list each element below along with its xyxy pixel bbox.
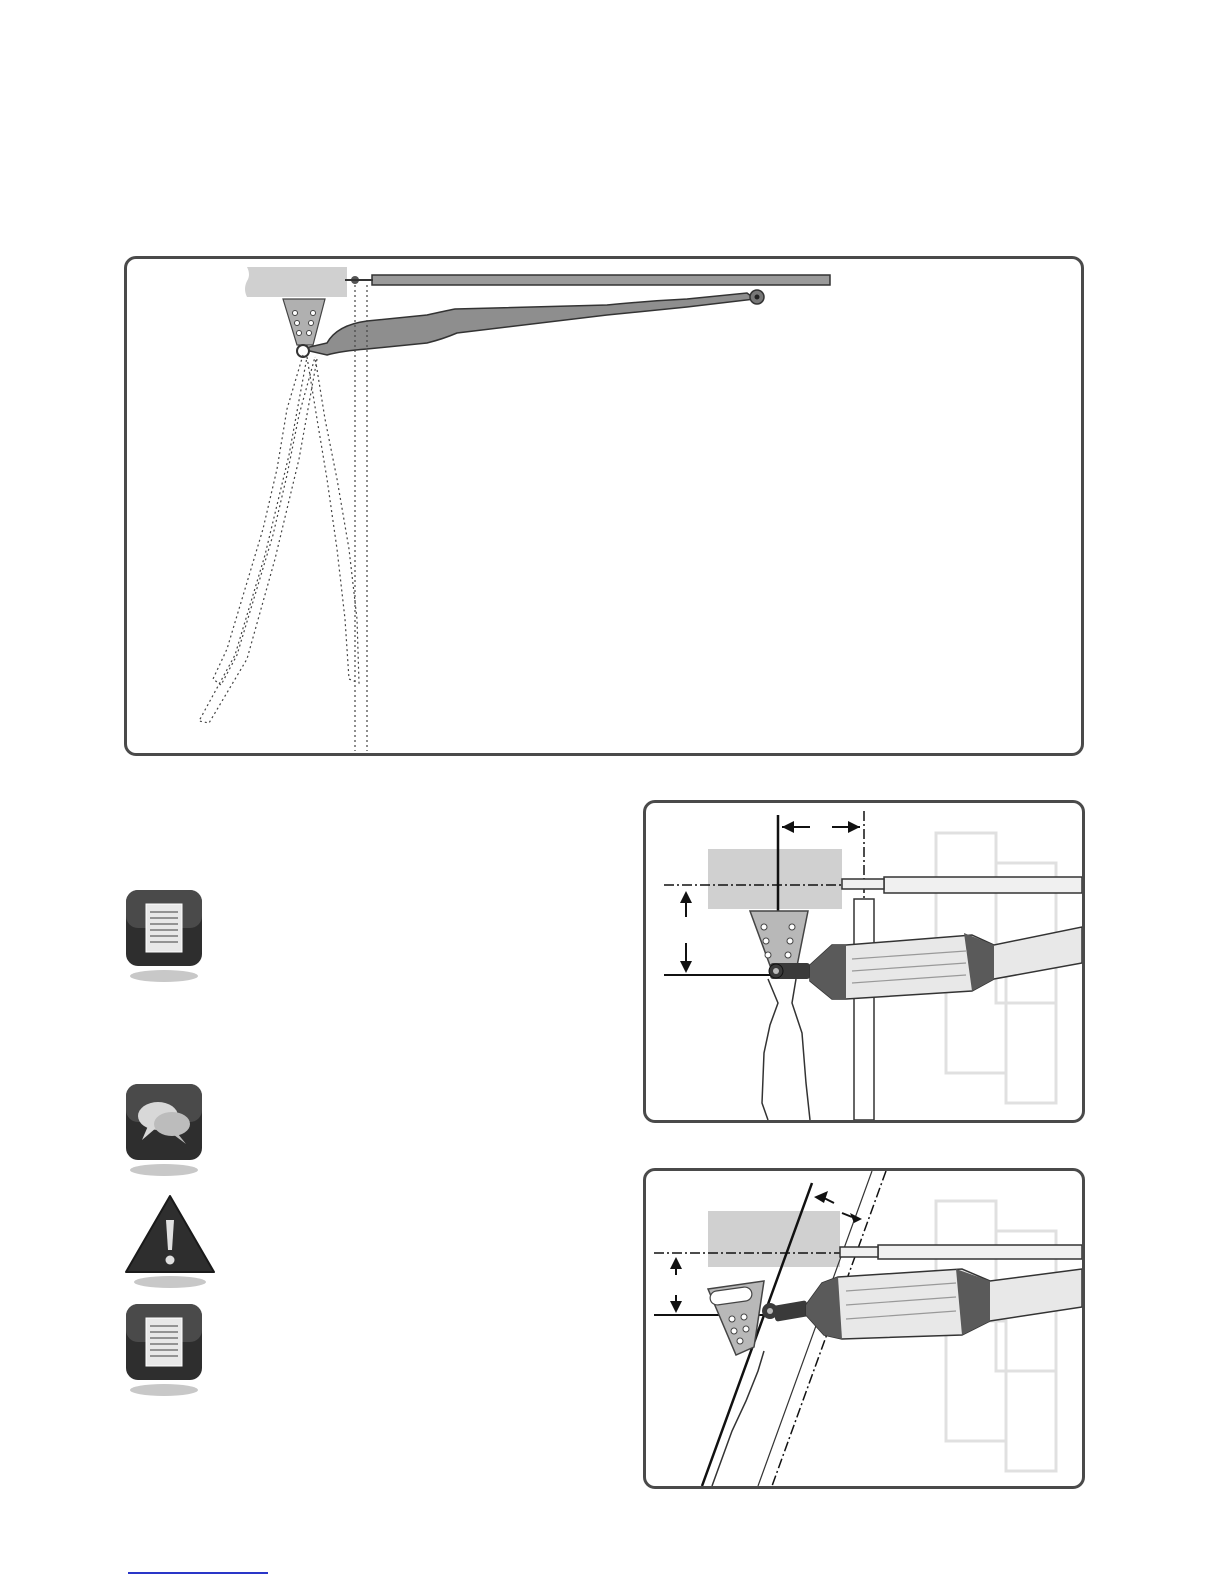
wall-bracket xyxy=(283,299,325,345)
warning-icon xyxy=(122,1192,218,1292)
main-diagram-panel xyxy=(124,256,1084,756)
ghost-positions xyxy=(199,285,367,751)
main-diagram xyxy=(127,259,1081,753)
gate-leaf xyxy=(712,1351,764,1486)
detail-panel-b xyxy=(643,1168,1085,1489)
note-icon xyxy=(124,888,206,988)
wall-block xyxy=(245,267,347,297)
operator-body xyxy=(806,1269,1082,1339)
gate-rail xyxy=(884,877,1082,893)
wall-bracket xyxy=(750,911,808,971)
gate-rail xyxy=(878,1245,1082,1259)
gate-post xyxy=(854,899,874,1120)
detail-diagram-b xyxy=(646,1171,1082,1486)
gate-rail xyxy=(372,275,830,285)
wall-block xyxy=(708,849,842,909)
footer-link-underline[interactable] xyxy=(128,1572,268,1574)
detail-panel-a xyxy=(643,800,1085,1123)
wall-block xyxy=(708,1211,840,1267)
comment-icon xyxy=(124,1082,206,1182)
detail-diagram-a xyxy=(646,803,1082,1120)
operator-arm xyxy=(301,293,755,355)
note-icon xyxy=(124,1302,206,1402)
gate-leaf xyxy=(762,979,810,1120)
operator-body xyxy=(810,927,1082,999)
